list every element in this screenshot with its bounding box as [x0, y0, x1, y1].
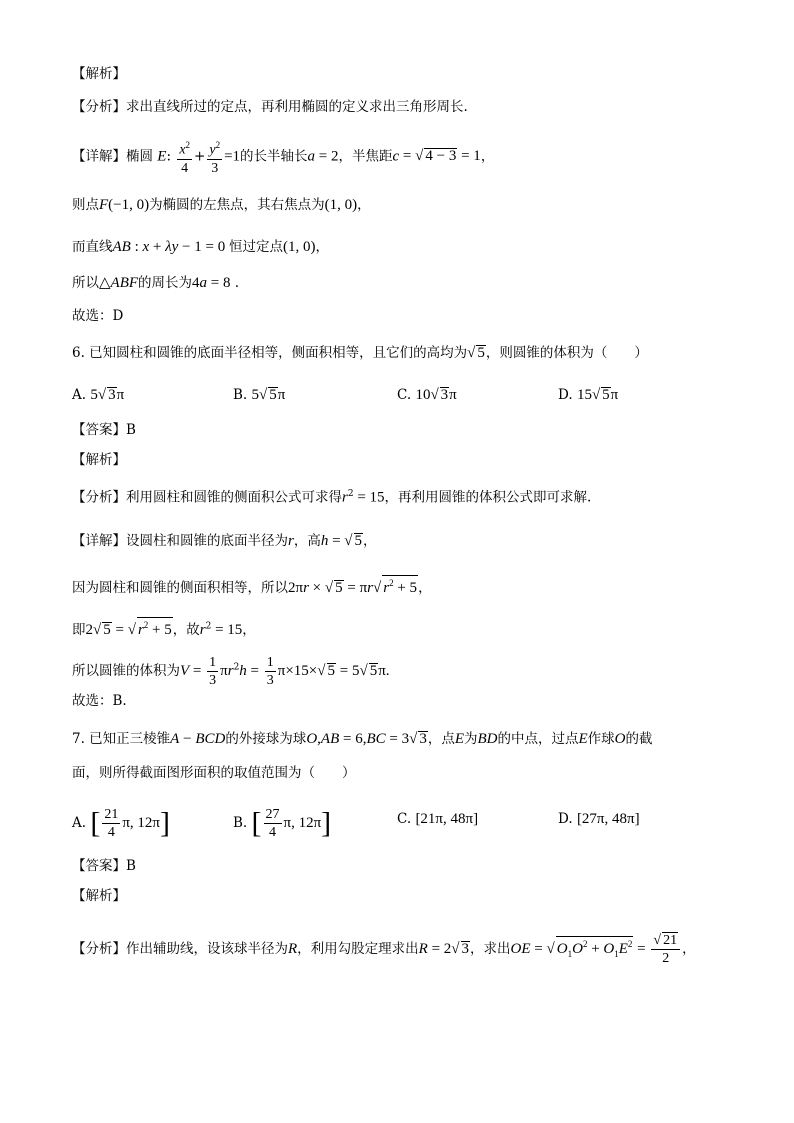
detail-6-3: 即2√ 5 = √ $r^2 + 5$，故$r^2 = 15$， — [72, 617, 256, 638]
detail-ellipse: 【详解】椭圆 E: $\frac{x^2}{4}$ + $\frac{y^2}{3}$ =1的长半轴长a = 2，半焦距c = √ 4 − 3 = 1， — [72, 137, 494, 177]
answer-choice-5: 故选：D — [72, 308, 124, 324]
analysis-heading-6: 【解析】 — [72, 452, 126, 468]
detail-focus: 则点F(−1, 0)为椭圆的左焦点，其右焦点为(1, 0)， — [72, 197, 371, 213]
analysis-6: 【分析】利用圆柱和圆锥的侧面积公式可求得$r^2 = 15$，再利用圆锥的体积公式即可求解. — [72, 489, 592, 506]
analysis-text: 【分析】求出直线所过的定点，再利用椭圆的定义求出三角形周长. — [72, 99, 468, 115]
option-7-a: A. [ $\frac{21}{4}$ π, 12π] — [72, 806, 170, 840]
answer-6: 【答案】B — [72, 422, 136, 438]
option-7-b: B. [ $\frac{27}{4}$ π, 12π] — [233, 806, 332, 840]
analysis-heading: 【解析】 — [72, 66, 126, 82]
analysis-heading-7: 【解析】 — [72, 888, 126, 904]
detail-line: 而直线AB : x + λy − 1 = 0 恒过定点(1, 0)， — [72, 239, 329, 255]
detail-6-4: 所以圆锥的体积为V = $\frac{1}{3}$ $\pi r^2h$ = $\frac{1}{3}$ π×15×√ 5 = 5√ 5π. — [72, 655, 390, 688]
answer-choice-6: 故选：B. — [72, 693, 127, 709]
analysis-7: 【分析】作出辅助线，设该球半径为R，利用勾股定理求出R = 2√ 3，求出OE = √ $O_1O^2 + O_1E^2$ = $\frac{√ 21}{2}$ ， — [72, 933, 696, 966]
option-6-d: D. 15√ 5π — [558, 387, 619, 403]
answer-7: 【答案】B — [72, 858, 136, 874]
question-7: 7. 已知正三棱锥A − BCD的外接球为球O,AB = 6,BC = 3√ 3，点E为BD的中点，过点E作球O的截 — [72, 731, 653, 747]
option-7-c: C. [21π, 48π] — [397, 811, 479, 827]
option-6-b: B. 5√ 5π — [233, 387, 286, 403]
detail-6-1: 【详解】设圆柱和圆锥的底面半径为r，高h = √ 5， — [72, 533, 377, 549]
option-6-a: A. 5√ 3π — [72, 387, 125, 403]
detail-perimeter: 所以△ABF的周长为4a = 8 . — [72, 275, 240, 291]
option-6-c: C. 10√ 3π — [397, 387, 457, 403]
option-7-d: D. [27π, 48π] — [558, 811, 640, 827]
detail-6-2: 因为圆柱和圆锥的侧面积相等，所以2πr × √ 5 = πr√ $r^2 + 5$， — [72, 575, 432, 596]
question-7-cont: 面，则所得截面图形面积的取值范围为（ ） — [72, 765, 356, 781]
question-6: 6. 已知圆柱和圆锥的底面半径相等，侧面积相等，且它们的高均为√ 5，则圆锥的体积为（ ） — [72, 345, 648, 361]
